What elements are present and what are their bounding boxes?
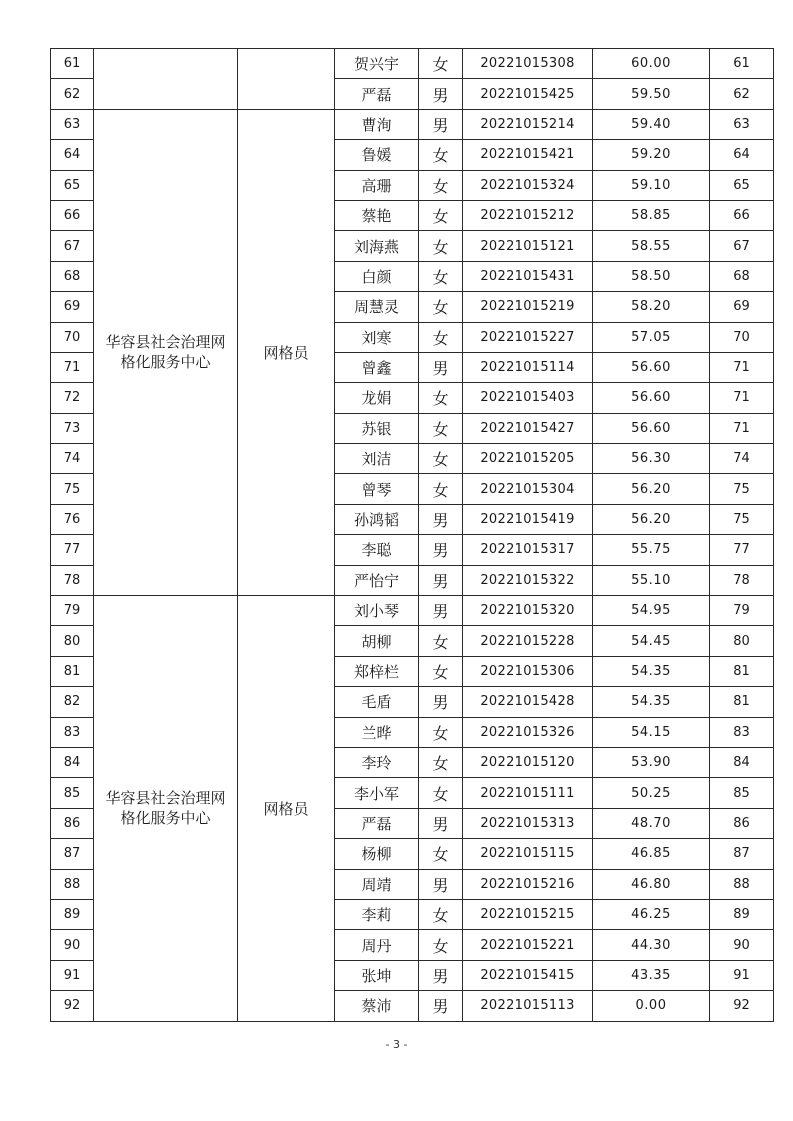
name-cell: 严磊 bbox=[335, 79, 419, 109]
rank-cell: 88 bbox=[710, 869, 774, 899]
seq-cell: 66 bbox=[51, 200, 94, 230]
score-cell: 58.20 bbox=[593, 292, 710, 322]
ticket-number-cell: 20221015308 bbox=[463, 49, 593, 79]
gender-cell: 女 bbox=[419, 656, 463, 686]
name-cell: 曾鑫 bbox=[335, 352, 419, 382]
name-cell: 刘小琴 bbox=[335, 596, 419, 626]
ticket-number-cell: 20221015219 bbox=[463, 292, 593, 322]
rank-cell: 68 bbox=[710, 261, 774, 291]
score-cell: 60.00 bbox=[593, 49, 710, 79]
rank-cell: 84 bbox=[710, 747, 774, 777]
rank-cell: 89 bbox=[710, 899, 774, 929]
score-cell: 50.25 bbox=[593, 778, 710, 808]
gender-cell: 女 bbox=[419, 383, 463, 413]
ticket-number-cell: 20221015113 bbox=[463, 991, 593, 1021]
rank-cell: 61 bbox=[710, 49, 774, 79]
score-cell: 59.20 bbox=[593, 140, 710, 170]
score-cell: 56.20 bbox=[593, 504, 710, 534]
gender-cell: 男 bbox=[419, 352, 463, 382]
seq-cell: 77 bbox=[51, 535, 94, 565]
score-cell: 0.00 bbox=[593, 991, 710, 1021]
rank-cell: 71 bbox=[710, 413, 774, 443]
score-cell: 56.60 bbox=[593, 383, 710, 413]
name-cell: 李玲 bbox=[335, 747, 419, 777]
gender-cell: 男 bbox=[419, 991, 463, 1021]
score-cell: 54.95 bbox=[593, 596, 710, 626]
score-cell: 54.15 bbox=[593, 717, 710, 747]
ticket-number-cell: 20221015114 bbox=[463, 352, 593, 382]
score-cell: 58.50 bbox=[593, 261, 710, 291]
name-cell: 白颜 bbox=[335, 261, 419, 291]
name-cell: 郑梓栏 bbox=[335, 656, 419, 686]
score-cell: 58.85 bbox=[593, 200, 710, 230]
ticket-number-cell: 20221015431 bbox=[463, 261, 593, 291]
unit-cell: 华容县社会治理网格化服务中心 bbox=[94, 596, 238, 1021]
ticket-number-cell: 20221015304 bbox=[463, 474, 593, 504]
name-cell: 高珊 bbox=[335, 170, 419, 200]
seq-cell: 70 bbox=[51, 322, 94, 352]
score-cell: 56.20 bbox=[593, 474, 710, 504]
name-cell: 刘海燕 bbox=[335, 231, 419, 261]
name-cell: 曾琴 bbox=[335, 474, 419, 504]
gender-cell: 女 bbox=[419, 140, 463, 170]
name-cell: 周丹 bbox=[335, 930, 419, 960]
rank-cell: 81 bbox=[710, 656, 774, 686]
score-cell: 56.30 bbox=[593, 444, 710, 474]
gender-cell: 女 bbox=[419, 717, 463, 747]
rank-cell: 78 bbox=[710, 565, 774, 595]
name-cell: 严磊 bbox=[335, 808, 419, 838]
seq-cell: 83 bbox=[51, 717, 94, 747]
gender-cell: 男 bbox=[419, 109, 463, 139]
score-cell: 56.60 bbox=[593, 413, 710, 443]
name-cell: 刘洁 bbox=[335, 444, 419, 474]
rank-cell: 83 bbox=[710, 717, 774, 747]
ticket-number-cell: 20221015121 bbox=[463, 231, 593, 261]
gender-cell: 男 bbox=[419, 596, 463, 626]
score-cell: 59.50 bbox=[593, 79, 710, 109]
rank-cell: 91 bbox=[710, 960, 774, 990]
seq-cell: 91 bbox=[51, 960, 94, 990]
seq-cell: 85 bbox=[51, 778, 94, 808]
seq-cell: 86 bbox=[51, 808, 94, 838]
name-cell: 严怡宁 bbox=[335, 565, 419, 595]
ticket-number-cell: 20221015115 bbox=[463, 839, 593, 869]
score-cell: 56.60 bbox=[593, 352, 710, 382]
seq-cell: 67 bbox=[51, 231, 94, 261]
rank-cell: 79 bbox=[710, 596, 774, 626]
ticket-number-cell: 20221015227 bbox=[463, 322, 593, 352]
ticket-number-cell: 20221015403 bbox=[463, 383, 593, 413]
seq-cell: 71 bbox=[51, 352, 94, 382]
name-cell: 李小军 bbox=[335, 778, 419, 808]
seq-cell: 75 bbox=[51, 474, 94, 504]
gender-cell: 女 bbox=[419, 747, 463, 777]
gender-cell: 男 bbox=[419, 565, 463, 595]
name-cell: 蔡艳 bbox=[335, 200, 419, 230]
gender-cell: 女 bbox=[419, 626, 463, 656]
ticket-number-cell: 20221015228 bbox=[463, 626, 593, 656]
score-cell: 46.25 bbox=[593, 899, 710, 929]
name-cell: 张坤 bbox=[335, 960, 419, 990]
ticket-number-cell: 20221015120 bbox=[463, 747, 593, 777]
name-cell: 李莉 bbox=[335, 899, 419, 929]
score-cell: 54.35 bbox=[593, 656, 710, 686]
name-cell: 杨柳 bbox=[335, 839, 419, 869]
ticket-number-cell: 20221015216 bbox=[463, 869, 593, 899]
score-cell: 44.30 bbox=[593, 930, 710, 960]
name-cell: 刘寒 bbox=[335, 322, 419, 352]
rank-cell: 71 bbox=[710, 383, 774, 413]
rank-cell: 75 bbox=[710, 474, 774, 504]
seq-cell: 65 bbox=[51, 170, 94, 200]
seq-cell: 74 bbox=[51, 444, 94, 474]
seq-cell: 87 bbox=[51, 839, 94, 869]
gender-cell: 女 bbox=[419, 444, 463, 474]
gender-cell: 女 bbox=[419, 474, 463, 504]
gender-cell: 男 bbox=[419, 79, 463, 109]
seq-cell: 69 bbox=[51, 292, 94, 322]
score-cell: 59.40 bbox=[593, 109, 710, 139]
gender-cell: 女 bbox=[419, 231, 463, 261]
gender-cell: 男 bbox=[419, 687, 463, 717]
ticket-number-cell: 20221015205 bbox=[463, 444, 593, 474]
unit-cell bbox=[94, 49, 238, 110]
seq-cell: 76 bbox=[51, 504, 94, 534]
gender-cell: 女 bbox=[419, 200, 463, 230]
seq-cell: 80 bbox=[51, 626, 94, 656]
ticket-number-cell: 20221015419 bbox=[463, 504, 593, 534]
rank-cell: 77 bbox=[710, 535, 774, 565]
name-cell: 蔡沛 bbox=[335, 991, 419, 1021]
rank-cell: 92 bbox=[710, 991, 774, 1021]
seq-cell: 88 bbox=[51, 869, 94, 899]
gender-cell: 男 bbox=[419, 535, 463, 565]
seq-cell: 92 bbox=[51, 991, 94, 1021]
name-cell: 龙娟 bbox=[335, 383, 419, 413]
gender-cell: 女 bbox=[419, 778, 463, 808]
gender-cell: 男 bbox=[419, 960, 463, 990]
ticket-number-cell: 20221015326 bbox=[463, 717, 593, 747]
score-cell: 59.10 bbox=[593, 170, 710, 200]
post-cell: 网格员 bbox=[238, 596, 335, 1021]
rank-cell: 67 bbox=[710, 231, 774, 261]
ticket-number-cell: 20221015428 bbox=[463, 687, 593, 717]
seq-cell: 79 bbox=[51, 596, 94, 626]
table-row bbox=[51, 109, 774, 139]
seq-cell: 64 bbox=[51, 140, 94, 170]
rank-cell: 74 bbox=[710, 444, 774, 474]
gender-cell: 女 bbox=[419, 49, 463, 79]
seq-cell: 78 bbox=[51, 565, 94, 595]
gender-cell: 女 bbox=[419, 261, 463, 291]
gender-cell: 女 bbox=[419, 292, 463, 322]
score-cell: 54.35 bbox=[593, 687, 710, 717]
ticket-number-cell: 20221015421 bbox=[463, 140, 593, 170]
ticket-number-cell: 20221015324 bbox=[463, 170, 593, 200]
ticket-number-cell: 20221015322 bbox=[463, 565, 593, 595]
ticket-number-cell: 20221015111 bbox=[463, 778, 593, 808]
gender-cell: 女 bbox=[419, 930, 463, 960]
post-cell: 网格员 bbox=[238, 109, 335, 595]
name-cell: 贺兴宇 bbox=[335, 49, 419, 79]
score-cell: 55.75 bbox=[593, 535, 710, 565]
ticket-number-cell: 20221015212 bbox=[463, 200, 593, 230]
rank-cell: 80 bbox=[710, 626, 774, 656]
seq-cell: 61 bbox=[51, 49, 94, 79]
rank-cell: 90 bbox=[710, 930, 774, 960]
name-cell: 周慧灵 bbox=[335, 292, 419, 322]
gender-cell: 女 bbox=[419, 413, 463, 443]
name-cell: 毛盾 bbox=[335, 687, 419, 717]
seq-cell: 73 bbox=[51, 413, 94, 443]
seq-cell: 89 bbox=[51, 899, 94, 929]
rank-cell: 81 bbox=[710, 687, 774, 717]
gender-cell: 女 bbox=[419, 322, 463, 352]
ticket-number-cell: 20221015317 bbox=[463, 535, 593, 565]
seq-cell: 68 bbox=[51, 261, 94, 291]
gender-cell: 女 bbox=[419, 839, 463, 869]
gender-cell: 男 bbox=[419, 808, 463, 838]
score-cell: 43.35 bbox=[593, 960, 710, 990]
ticket-number-cell: 20221015306 bbox=[463, 656, 593, 686]
ticket-number-cell: 20221015221 bbox=[463, 930, 593, 960]
name-cell: 周靖 bbox=[335, 869, 419, 899]
gender-cell: 男 bbox=[419, 869, 463, 899]
rank-cell: 86 bbox=[710, 808, 774, 838]
score-cell: 54.45 bbox=[593, 626, 710, 656]
gender-cell: 女 bbox=[419, 899, 463, 929]
rank-cell: 69 bbox=[710, 292, 774, 322]
rank-cell: 64 bbox=[710, 140, 774, 170]
name-cell: 胡柳 bbox=[335, 626, 419, 656]
score-cell: 46.80 bbox=[593, 869, 710, 899]
rank-cell: 66 bbox=[710, 200, 774, 230]
seq-cell: 72 bbox=[51, 383, 94, 413]
results-table bbox=[50, 48, 774, 1022]
page-number: - 3 - bbox=[385, 1038, 408, 1051]
table-row bbox=[51, 49, 774, 79]
rank-cell: 87 bbox=[710, 839, 774, 869]
name-cell: 曹洵 bbox=[335, 109, 419, 139]
seq-cell: 82 bbox=[51, 687, 94, 717]
name-cell: 苏银 bbox=[335, 413, 419, 443]
name-cell: 兰晔 bbox=[335, 717, 419, 747]
name-cell: 李聪 bbox=[335, 535, 419, 565]
unit-cell: 华容县社会治理网格化服务中心 bbox=[94, 109, 238, 595]
rank-cell: 63 bbox=[710, 109, 774, 139]
seq-cell: 63 bbox=[51, 109, 94, 139]
ticket-number-cell: 20221015427 bbox=[463, 413, 593, 443]
seq-cell: 62 bbox=[51, 79, 94, 109]
table-row bbox=[51, 596, 774, 626]
ticket-number-cell: 20221015313 bbox=[463, 808, 593, 838]
gender-cell: 女 bbox=[419, 170, 463, 200]
name-cell: 孙鸿韬 bbox=[335, 504, 419, 534]
rank-cell: 85 bbox=[710, 778, 774, 808]
ticket-number-cell: 20221015320 bbox=[463, 596, 593, 626]
name-cell: 鲁媛 bbox=[335, 140, 419, 170]
post-cell bbox=[238, 49, 335, 110]
rank-cell: 71 bbox=[710, 352, 774, 382]
ticket-number-cell: 20221015215 bbox=[463, 899, 593, 929]
ticket-number-cell: 20221015415 bbox=[463, 960, 593, 990]
seq-cell: 81 bbox=[51, 656, 94, 686]
rank-cell: 62 bbox=[710, 79, 774, 109]
score-cell: 58.55 bbox=[593, 231, 710, 261]
score-cell: 48.70 bbox=[593, 808, 710, 838]
score-cell: 55.10 bbox=[593, 565, 710, 595]
score-cell: 53.90 bbox=[593, 747, 710, 777]
rank-cell: 65 bbox=[710, 170, 774, 200]
score-cell: 46.85 bbox=[593, 839, 710, 869]
ticket-number-cell: 20221015425 bbox=[463, 79, 593, 109]
ticket-number-cell: 20221015214 bbox=[463, 109, 593, 139]
score-cell: 57.05 bbox=[593, 322, 710, 352]
rank-cell: 75 bbox=[710, 504, 774, 534]
gender-cell: 男 bbox=[419, 504, 463, 534]
rank-cell: 70 bbox=[710, 322, 774, 352]
seq-cell: 90 bbox=[51, 930, 94, 960]
table-body bbox=[51, 49, 774, 1022]
seq-cell: 84 bbox=[51, 747, 94, 777]
